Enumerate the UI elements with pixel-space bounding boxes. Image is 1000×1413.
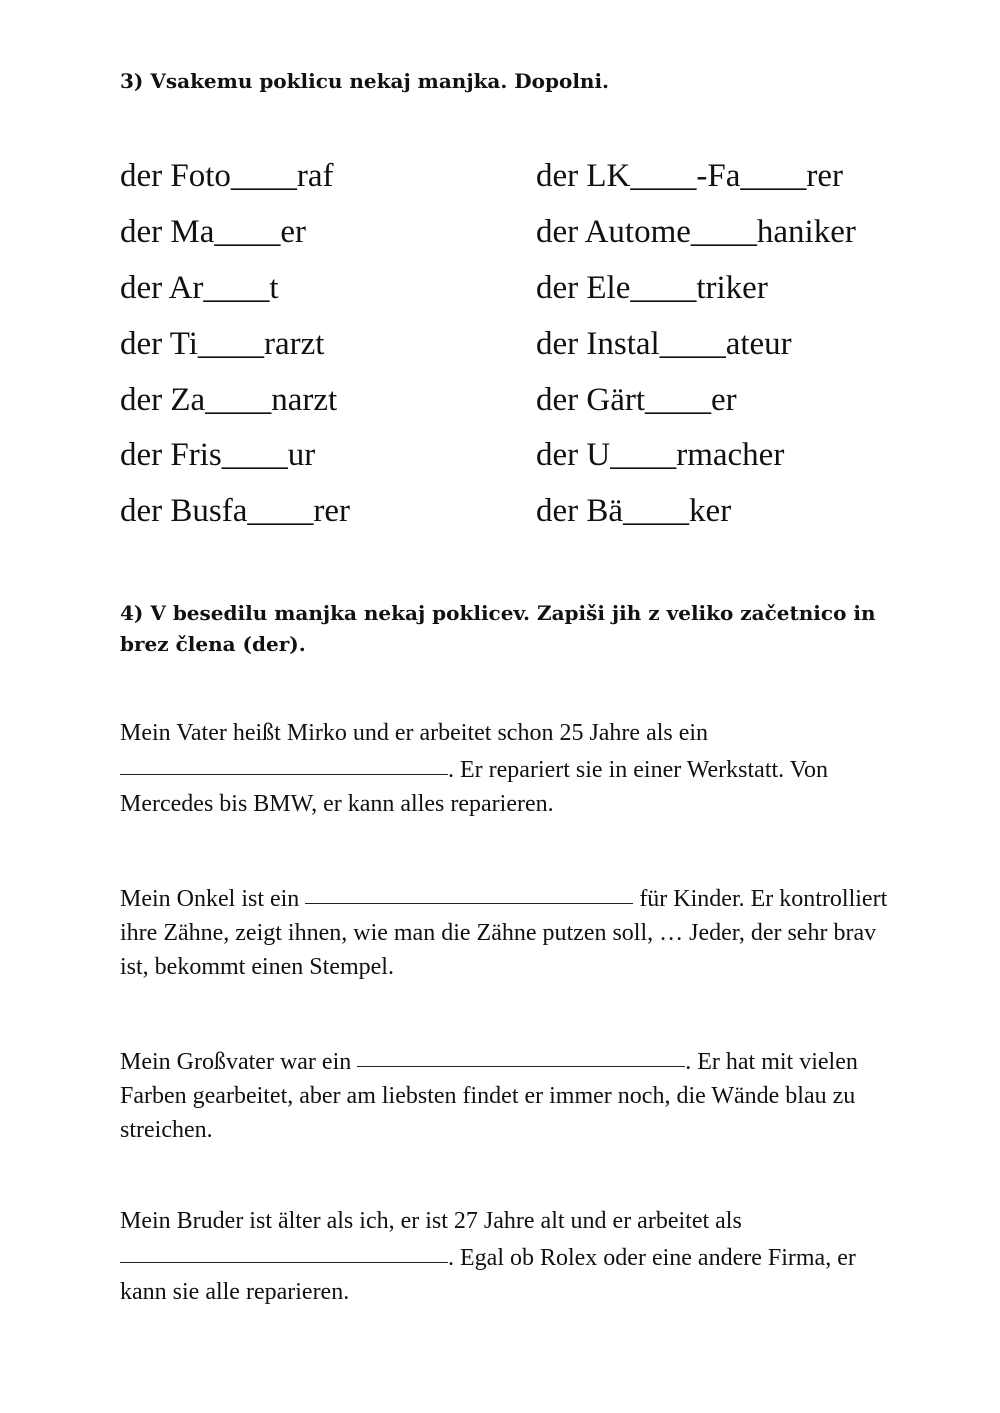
- word-right-7: der Bä____ker: [536, 493, 732, 529]
- answer-blank-4[interactable]: [120, 1236, 448, 1263]
- paragraph-1-text-after: . Er repariert sie in einer Werkstatt. Von Mercedes bis BMW, er kann alles reparieren.: [120, 757, 828, 817]
- task-4-heading: 4) V besedilu manjka nekaj poklicev. Zapiši jih z veliko začetnico in brez člena (der).: [120, 601, 876, 656]
- paragraph-3-text-before: Mein Großvater war ein: [120, 1049, 352, 1075]
- paragraph-4: [120, 1204, 900, 1309]
- word-right-2: der Autome____haniker: [536, 214, 856, 250]
- word-left-1: der Foto____raf: [120, 158, 334, 194]
- task-3-heading: 3) Vsakemu poklicu nekaj manjka. Dopolni.: [120, 69, 610, 93]
- word-left-3: der Ar____t: [120, 270, 279, 306]
- word-right-1: der LK____-Fa____rer: [536, 158, 843, 194]
- answer-blank-3[interactable]: [357, 1040, 685, 1067]
- word-left-7: der Busfa____rer: [120, 493, 351, 529]
- paragraph-3-text-after: . Er hat mit vielen Farben gearbeitet, aber am liebsten findet er immer noch, die Wände blau zu streichen.: [120, 1049, 858, 1143]
- word-right-5: der Gärt____er: [536, 382, 737, 418]
- paragraph-3: [120, 1042, 900, 1147]
- word-right-3: der Ele____triker: [536, 270, 768, 306]
- paragraph-2: [120, 879, 900, 984]
- paragraph-4-text-before: Mein Bruder ist älter als ich, er ist 27 Jahre alt und er arbeitet als: [120, 1208, 742, 1234]
- paragraph-4-text-after: . Egal ob Rolex oder eine andere Firma, er kann sie alle reparieren.: [120, 1245, 856, 1305]
- answer-blank-2[interactable]: [305, 877, 633, 904]
- paragraph-2-text-after: für Kinder. Er kontrolliert ihre Zähne, zeigt ihnen, wie man die Zähne putzen soll, … Jeder, der sehr brav ist, bekommt einen Stempel.: [120, 886, 888, 980]
- word-right-4: der Instal____ateur: [536, 326, 792, 362]
- word-right-6: der U____rmacher: [536, 437, 785, 473]
- word-left-4: der Ti____rarzt: [120, 326, 325, 362]
- paragraph-1-text-before: Mein Vater heißt Mirko und er arbeitet schon 25 Jahre als ein: [120, 720, 709, 746]
- answer-blank-1[interactable]: [120, 748, 448, 775]
- word-left-2: der Ma____er: [120, 214, 307, 250]
- word-completion-grid: [0, 148, 1000, 548]
- paragraph-1: [120, 716, 900, 821]
- word-left-6: der Fris____ur: [120, 437, 316, 473]
- word-left-5: der Za____narzt: [120, 382, 338, 418]
- paragraph-2-text-before: Mein Onkel ist ein: [120, 886, 300, 912]
